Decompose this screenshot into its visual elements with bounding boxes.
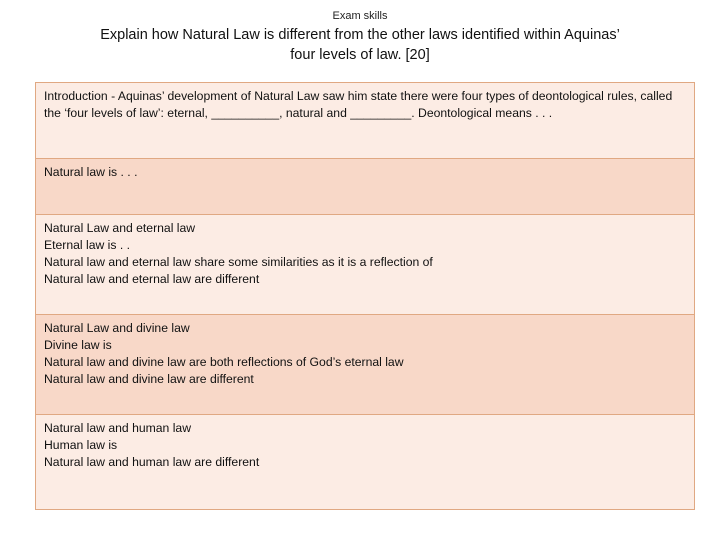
divine-law-heading: Natural Law and divine law [44,321,190,335]
human-law-line-2: Human law is [44,438,118,452]
human-law-heading: Natural law and human law [44,421,192,435]
natural-law-text: Natural law is . . . [44,165,138,179]
eternal-law-heading: Natural Law and eternal law [44,221,196,235]
eternal-law-line-2: Eternal law is . . [44,238,131,252]
question-title: Explain how Natural Law is different from the other laws identified within Aquinas’ four levels of law. [20] [100,27,620,63]
divine-law-line-4: Natural law and divine law are different [44,372,254,386]
human-law-line-3: Natural law and human law are different [44,455,260,469]
row-eternal-law[interactable] [36,215,694,315]
row-natural-law[interactable] [36,159,694,215]
divine-law-line-3: Natural law and divine law are both reflections of God’s eternal law [44,355,404,369]
eternal-law-line-3: Natural law and eternal law share some similarities as it is a reflection of [44,255,433,269]
answer-table [35,82,695,510]
eternal-law-line-4: Natural law and eternal law are different [44,272,260,286]
header-label: Exam skills [332,10,388,22]
row-introduction[interactable] [36,83,694,159]
introduction-text: Introduction - Aquinas’ development of Natural Law saw him state there were four types of deontological rules, called the ‘four levels of law’: eternal, __________, natural and _________. Deontological means . . . [44,89,673,120]
row-divine-law[interactable] [36,315,694,415]
row-human-law[interactable] [36,415,694,509]
divine-law-line-2: Divine law is [44,338,112,352]
